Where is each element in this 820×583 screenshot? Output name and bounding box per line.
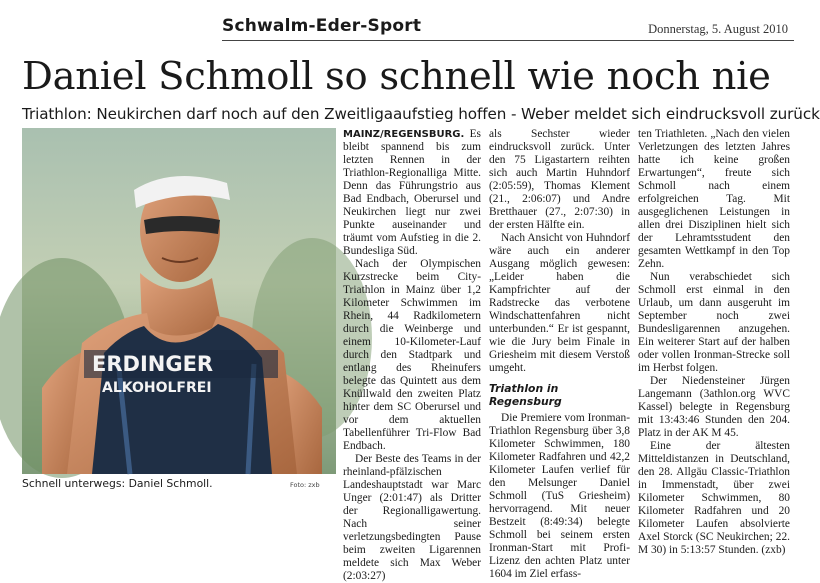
- paragraph: Der Niedensteiner Jürgen Langemann (3athlon.org WVC Kassel) belegte in Regensburg mit 13:43:46 Stunden den 204. Platz in der AK M 45.: [638, 375, 790, 439]
- article-column-3: [638, 128, 790, 556]
- photo-credit: Foto: zxb: [290, 481, 320, 489]
- photo-caption: Schnell unterwegs: Daniel Schmoll.: [22, 477, 213, 490]
- paragraph: ten Triathleten. „Nach den vielen Verletzungen des letzten Jahres hatte ich keine großen Erwartungen“, freute sich Schmoll nach einem erfolgreichen Tag. Mit ausgeglichenen Leistungen in allen drei Disziplinen hielt sich der Lehramtsstudent den gesamten Wettkampf in den Top Zehn.: [638, 128, 790, 270]
- paragraph: Nach der Olympischen Kurzstrecke beim City-Triathlon in Mainz über 1,2 Kilometer Schwimmen im Rhein, 44 Radkilometern durch die Weinberge und einem 10-Kilometer-Lauf durch den Stadtpark und entlang des Rheinufers belegte das Quintett aus dem Knüllwald den zweiten Platz hinter dem SC Oberursel und vor dem aktuellen Tabellenführer Tri-Flow Bad Endbach.: [343, 258, 481, 452]
- shirt-text-erdinger: ERDINGER: [92, 352, 214, 376]
- paragraph: Eine der ältesten Mitteldistanzen in Deutschland, den 28. Allgäu Classic-Triathlon in Immenstadt, über zwei Kilometer Schwimmen, 80 Kilometer Radfahren und 20 Kilometer Laufen absolvierte Axel Storck (SC Neukirchen; 22. M 30) in 5:13:57 Stunden. (zxb): [638, 440, 790, 556]
- paragraph: MAINZ/REGENSBURG. Es bleibt spannend bis zum letzten Rennen in der Triathlon-Regionalliga Mitte. Denn das Führungstrio aus Bad Endbach, Oberursel und Neukirchen liegt nur zwei Punkte auseinander und träumt vom Aufstieg in die 2. Bundesliga Süd.: [343, 128, 481, 257]
- section-title: Schwalm-Eder-Sport: [222, 16, 422, 36]
- paragraph: Nun verabschiedet sich Schmoll erst einmal in den Urlaub, um dann ausgeruht im September noch zwei Bundesligarennen anzugehen. Ein weiterer Start auf der halben oder vollen Ironman-Strecke soll im Herbst folgen.: [638, 271, 790, 374]
- header-rule: [222, 40, 794, 41]
- paragraph: Der Beste des Teams in der rheinland-pfälzischen Landeshauptstadt war Marc Unger (2:01:47) als Dritter der Regionalligawertung. Nach seiner verletzungsbedingten Pause beim zweiten Ligarennen meldete sich Max Weber (2:03:27): [343, 453, 481, 582]
- headline: Daniel Schmoll so schnell wie noch nie: [22, 54, 771, 99]
- section-subheading: Triathlon in Regensburg: [489, 382, 562, 408]
- athlete-illustration: [22, 128, 336, 474]
- athlete-photo: [22, 128, 336, 474]
- article-column-1: [343, 128, 481, 582]
- dateline: MAINZ/REGENSBURG.: [343, 129, 465, 140]
- paragraph: als Sechster wieder eindrucksvoll zurück. Unter den 75 Ligastartern reihten sich auch Martin Huhndorf (2:05:59), Thomas Klement (21., 2:06:07) und Andre Bretthauer (27., 2:07:30) in der ersten Hälfte ein.: [489, 128, 630, 231]
- paragraph: Die Premiere vom Ironman-Triathlon Regensburg über 3,8 Kilometer Schwimmen, 180 Kilometer Radfahren und 42,2 Kilometer Laufen verlief für den Melsunger Daniel Schmoll (TuS Griesheim) hervorragend. Mit neuer Bestzeit (8:49:34) belegte Schmoll bei seinem ersten Ironman-Start mit Profi-Lizenz den achten Platz unter 1604 im Ziel erfass-: [489, 412, 630, 580]
- shirt-text-alkoholfrei: ALKOHOLFREI: [102, 380, 212, 396]
- page-header: [0, 0, 800, 44]
- paragraph: Nach Ansicht von Huhndorf wäre auch ein anderer Ausgang möglich gewesen: „Leider haben die Kampfrichter auf der Radstrecke das verbotene Windschattenfahren nicht unterbunden.“ Er ist gespannt, wie die Jury beim Finale in Griesheim mit diesem Verstoß umgeht.: [489, 232, 630, 374]
- issue-date: Donnerstag, 5. August 2010: [648, 22, 788, 36]
- article-column-2: [489, 128, 630, 580]
- subheadline: Triathlon: Neukirchen darf noch auf den Zweitligaaufstieg hoffen - Weber meldet sich eindrucksvoll zurück: [22, 105, 820, 123]
